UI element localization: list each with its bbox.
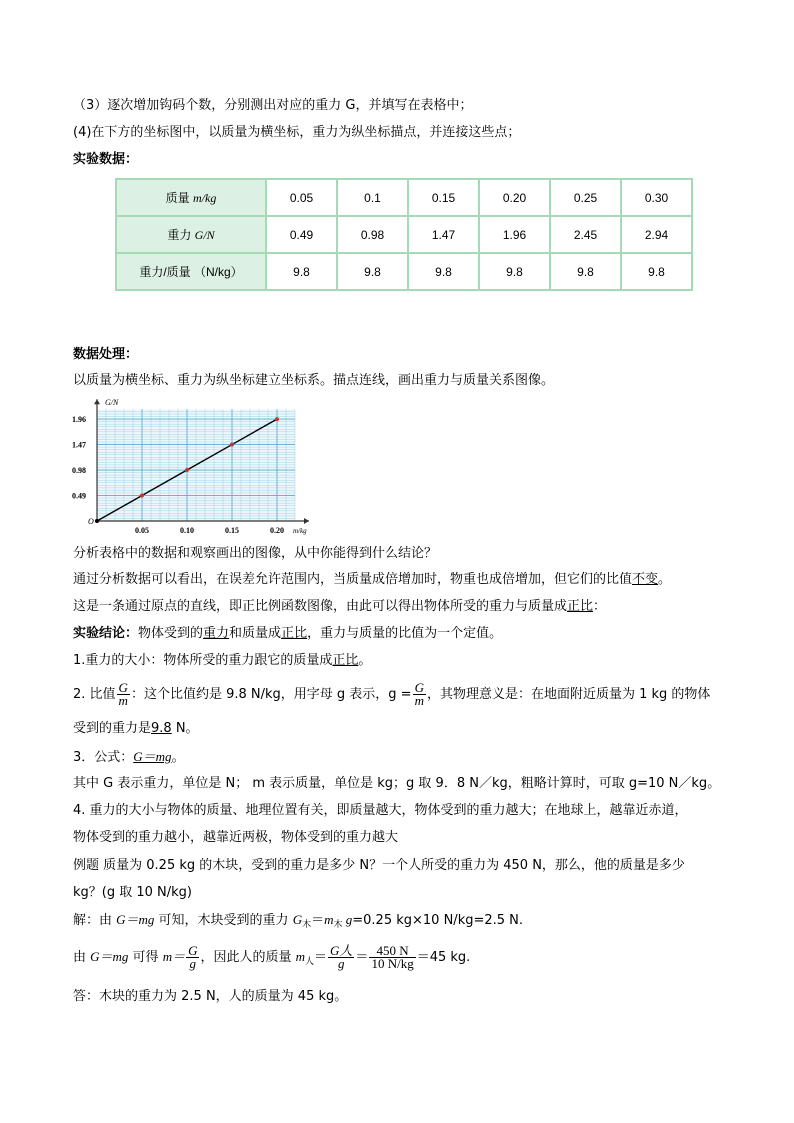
y-axis-label: G/N (105, 398, 119, 408)
y-tick-label: 1.96 (72, 415, 86, 425)
answer: 答：木块的重力为 2.5 N，人的质量为 45 kg。 (73, 989, 348, 1004)
conclusion: 实验结论：物体受到的重力和质量成正比，重力与质量的比值为一个定值。 (73, 626, 503, 641)
point-4-line-2: 物体受到的重力越小，越靠近两极，物体受到的重力越大 (73, 830, 399, 845)
g-fraction: $\frac{G}{m}$ (414, 680, 424, 708)
table-cell: 0.25 (550, 179, 621, 216)
point-2: 2. 比值 $\frac{G}{m}$ ：这个比值约是 9.8 N/kg，用字母 g 表示，g = $\frac{G}{m}$ ，其物理意义是：在地面附近质量为 1 kg 的物体 (73, 680, 711, 708)
row-label-mass: 质量 m/kg (116, 179, 266, 216)
data-point (140, 494, 144, 498)
row-label-ratio: 重力/质量 （N/kg） (116, 253, 266, 290)
table-cell: 9.8 (550, 253, 621, 290)
point-3: 3．公式：G＝mg。 (73, 749, 185, 765)
table-cell: 1.96 (479, 216, 550, 253)
analysis-line-1: 通过分析数据可以看出，在误差允许范围内，当质量成倍增加时，物重也成倍增加，但它们的比值不变。 (73, 572, 672, 587)
data-point (95, 519, 99, 523)
table-cell: 2.94 (621, 216, 692, 253)
processing-text: 以质量为横坐标、重力为纵坐标建立坐标系。描点连线，画出重力与质量关系图像。 (73, 373, 555, 388)
example-line-2: kg？(g 取 10 N/kg) (73, 885, 192, 900)
table-cell: 9.8 (266, 253, 337, 290)
data-table (115, 178, 693, 291)
table-cell: 0.49 (266, 216, 337, 253)
x-axis-label: m/kg (293, 527, 307, 535)
table-cell: 0.98 (337, 216, 408, 253)
analysis-question: 分析表格中的数据和观察画出的图像，从中你能得到什么结论？ (73, 546, 438, 561)
x-tick-label: 0.15 (225, 526, 239, 535)
solution-line-1: 解：由 G＝mg 可知，木块受到的重力 $G_木=m_木$ g=0.25 kg×10 N/kg=2.5 N. (73, 912, 524, 930)
x-tick-label: 0.20 (270, 526, 284, 535)
y-tick-label: 0.98 (72, 466, 86, 476)
table-cell: 9.8 (408, 253, 479, 290)
origin-label: O (88, 517, 94, 526)
numeric-fraction: $\frac{450 N}{10 N/kg}$ (371, 943, 414, 971)
table-cell: 9.8 (621, 253, 692, 290)
step-3: （3）逐次增加钩码个数，分别测出对应的重力 G，并填写在表格中； (73, 98, 473, 113)
table-cell: 0.30 (621, 179, 692, 216)
analysis-line-2: 这是一条通过原点的直线，即正比例函数图像，由此可以得出物体所受的重力与质量成正比： (73, 599, 607, 614)
data-point (230, 443, 234, 447)
table-row-ratio (116, 253, 692, 290)
table-row-weight (116, 216, 692, 253)
x-tick-label: 0.10 (180, 526, 194, 535)
y-axis-arrow (94, 399, 100, 404)
data-point (185, 468, 189, 472)
table-cell: 9.8 (337, 253, 408, 290)
y-tick-label: 0.49 (72, 491, 86, 501)
processing-heading: 数据处理： (73, 347, 139, 362)
table-cell: 0.15 (408, 179, 479, 216)
table-cell: 1.47 (408, 216, 479, 253)
example-line-1: 例题 质量为 0.25 kg 的木块，受到的重力是多少 N？一个人所受的重力为 450 N，那么，他的质量是多少 (73, 858, 685, 873)
y-tick-label: 1.47 (72, 440, 86, 450)
x-axis-arrow (304, 518, 309, 524)
data-point (275, 417, 279, 421)
point-3-detail: 其中 G 表示重力，单位是 N； m 表示质量，单位是 kg；g 取 9．8 N／kg，粗略计算时，可取 g=10 N／kg。 (73, 776, 721, 791)
g-person-fraction: $\frac{\text{G人}}{g}$ (330, 943, 353, 971)
table-cell: 0.05 (266, 179, 337, 216)
table-row-mass (116, 179, 692, 216)
m-fraction: $\frac{G}{g}$ (188, 943, 198, 971)
table-cell: 2.45 (550, 216, 621, 253)
solution-line-2: 由 G＝mg 可得 m＝ $\frac{G}{g}$ ，因此人的质量 $m_人=$ $\frac{\text{G人}}{g}$ ＝ $\frac{450 N}{10 N/kg}$ ＝45 kg. (73, 943, 471, 971)
point-2-line-2: 受到的重力是9.8 N。 (73, 721, 199, 736)
table-cell: 0.20 (479, 179, 550, 216)
point-1: 1.重力的大小：物体所受的重力跟它的质量成正比。 (73, 653, 372, 668)
mass-weight-chart (70, 396, 310, 536)
table-cell: 9.8 (479, 253, 550, 290)
table-cell: 0.1 (337, 179, 408, 216)
point-4-line-1: 4. 重力的大小与物体的质量、地理位置有关，即质量越大，物体受到的重力越大；在地球上，越靠近赤道， (73, 803, 688, 818)
x-tick-label: 0.05 (135, 526, 149, 535)
row-label-weight: 重力 G/N (116, 216, 266, 253)
step-4: (4)在下方的坐标图中，以质量为横坐标，重力为纵坐标描点，并连接这些点； (73, 125, 521, 140)
ratio-fraction: $\frac{G}{m}$ (118, 680, 128, 708)
data-heading: 实验数据： (73, 152, 139, 167)
